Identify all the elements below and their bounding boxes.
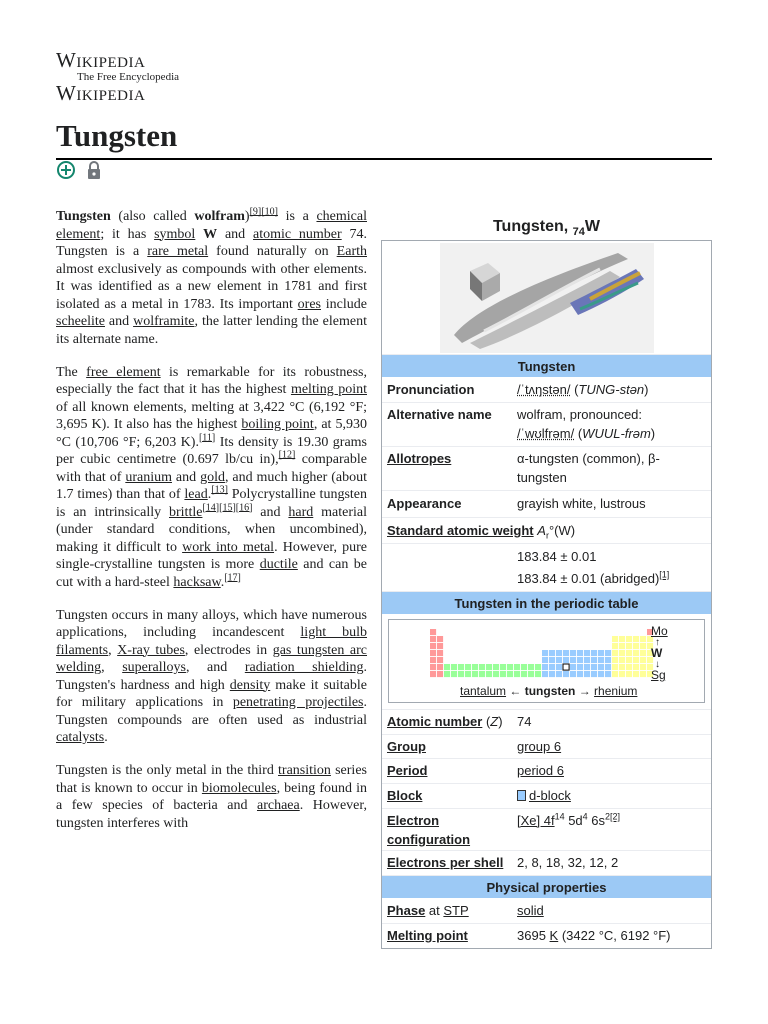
pt-cell-f — [458, 671, 464, 677]
pt-cell-p — [633, 636, 639, 642]
alt-name-bold: wolfram — [194, 209, 245, 224]
link-lead[interactable]: lead — [184, 487, 208, 502]
pt-cell-f — [535, 671, 541, 677]
label-appearance: Appearance — [387, 496, 462, 511]
ref-link[interactable]: [12] — [278, 449, 296, 461]
link-tantalum[interactable]: tantalum — [460, 684, 507, 698]
pt-cell-d — [563, 650, 569, 656]
label-standard-atomic-weight[interactable]: Standard atomic weight $A_r^\circ(W)$ — [387, 523, 576, 541]
link-gas-tungsten-arc-welding[interactable]: gas tungsten arc welding — [56, 642, 368, 675]
pt-cell-f — [465, 671, 471, 677]
value-period[interactable]: period 6 — [517, 763, 564, 778]
pt-cell-d — [598, 650, 604, 656]
pt-cell-p — [619, 636, 625, 642]
pt-cell-p — [612, 664, 618, 670]
pt-cell-d — [591, 650, 597, 656]
link-catalysts[interactable]: catalysts — [56, 730, 105, 745]
row-alternative-name — [382, 403, 711, 447]
value-electrons-per-shell: 2, 8, 18, 32, 12, 2 — [517, 855, 619, 870]
article-body — [56, 208, 367, 848]
pt-cell-p — [619, 664, 625, 670]
pt-cell-tungsten — [563, 664, 569, 670]
row-atomic-number — [382, 710, 711, 735]
pt-cell-p — [633, 664, 639, 670]
pt-cell-p — [626, 643, 632, 649]
label-block[interactable]: Block — [387, 788, 423, 803]
value-atomic-number: 74 — [517, 714, 532, 729]
value-allotropes: α-tungsten (common), β-tungsten — [517, 451, 660, 485]
pt-cell-s — [430, 643, 436, 649]
pt-cell-d — [605, 664, 611, 670]
pt-cell-p — [626, 671, 632, 677]
pt-cell-p — [640, 650, 646, 656]
pt-cell-f — [451, 671, 457, 677]
d-block-swatch — [517, 790, 526, 801]
logo-tagline: The Free Encyclopedia — [77, 71, 180, 83]
link-work-into-metal[interactable]: work into metal — [182, 539, 275, 555]
pt-cell-f — [528, 664, 534, 670]
value-alternative-name: wolfram, pronounced: /ˈwʊlfrəm/ (WUUL-frəm) — [517, 407, 656, 441]
pt-cell-p — [612, 657, 618, 663]
pt-cell-f — [493, 671, 499, 677]
pt-cell-p — [633, 657, 639, 663]
ref-link[interactable]: [9] — [249, 206, 262, 218]
pt-cell-d — [591, 664, 597, 670]
link-light-bulb-filaments[interactable]: light bulb filaments — [56, 625, 368, 658]
respelling-link[interactable]: WUUL-frəm — [582, 426, 651, 441]
pt-cell-p — [633, 671, 639, 677]
infobox — [381, 208, 712, 949]
pt-cell-p — [619, 650, 625, 656]
pt-cell-p — [626, 636, 632, 642]
pt-cell-f — [521, 671, 527, 677]
pt-cell-p — [633, 643, 639, 649]
row-appearance — [382, 491, 711, 518]
pt-cell-d — [549, 657, 555, 663]
row-pronunciation — [382, 378, 711, 403]
ref-link[interactable]: [2] — [610, 811, 621, 822]
pt-cell-d — [556, 657, 562, 663]
pt-cell-d — [584, 650, 590, 656]
add-icon[interactable] — [56, 160, 76, 180]
pt-cell-s — [430, 636, 436, 642]
periodic-table-panel — [382, 615, 711, 710]
link-brittle[interactable]: brittle — [169, 504, 203, 520]
value-melting-point: 3695 K (3422 °C, 6192 °F) — [517, 928, 671, 943]
pt-cell-d — [556, 664, 562, 670]
ref-link[interactable]: [11] — [198, 431, 216, 443]
pt-cell-d — [570, 650, 576, 656]
pt-cell-d — [542, 664, 548, 670]
pt-cell-d — [605, 671, 611, 677]
pt-cell-f — [521, 664, 527, 670]
ref-link[interactable]: [1] — [659, 569, 670, 580]
ref-link[interactable]: [17] — [224, 571, 241, 583]
pt-cell-d — [591, 671, 597, 677]
lock-icon[interactable] — [84, 160, 104, 180]
value-phase[interactable]: solid — [517, 903, 544, 918]
pt-cell-d — [549, 664, 555, 670]
label-atomic-number[interactable]: Atomic number (Z) — [387, 714, 503, 729]
row-atomic-weight-values — [382, 544, 711, 592]
pt-cell-s — [437, 657, 443, 663]
pt-cell-s — [437, 664, 443, 670]
pt-cell-f — [444, 664, 450, 670]
current-symbol: W — [651, 646, 663, 660]
ipa-link[interactable]: /ˈwʊlfrəm/ — [517, 426, 575, 441]
pt-cell-d — [605, 650, 611, 656]
value-pronunciation: /ˈtʌŋstən/ (TUNG-stən) — [517, 382, 649, 397]
paragraph-applications: Tungsten occurs in many alloys, which have numerous applications, including incandescent light bulb filaments, X-ray tubes, electrodes in gas tungsten arc welding, superalloys, and radiation shielding. Tungsten's hardness and high density make it suitable for military applications in penetrating projectiles. Tungsten compounds are often used as industrial catalysts. — [56, 607, 368, 745]
section-header-periodic-table: Tungsten in the periodic table — [382, 592, 711, 615]
ipa-link[interactable]: /ˈtʌŋstən/ — [517, 382, 571, 397]
pt-cell-f — [507, 671, 513, 677]
pt-cell-d — [598, 671, 604, 677]
link-ores[interactable]: ores — [297, 296, 321, 312]
row-phase — [382, 899, 711, 924]
logo-wordmark-2: Wikipedia — [56, 81, 146, 105]
logo-wordmark: Wikipedia — [56, 48, 146, 72]
pt-cell-p — [626, 664, 632, 670]
link-boiling-point[interactable]: boiling point — [241, 417, 314, 432]
pt-cell-d — [591, 657, 597, 663]
paragraph-intro: Tungsten (also called wolfram)[9][10] is a chemical element; it has symbol W and atomic number 74. Tungsten is a rare metal found naturally on Earth almost exclusively as compounds with other elements. It was identified as a new element in 1781 and first isolated as a metal in 1783. Its important ores include scheelite and wolframite, the latter lending the element its alternate name. — [56, 206, 368, 347]
label-allotropes[interactable]: Allotropes — [387, 451, 452, 466]
pt-cell-d — [570, 657, 576, 663]
link-archaea[interactable]: archaea — [256, 798, 300, 813]
link-radiation-shielding[interactable]: radiation shielding — [244, 660, 364, 675]
link-molybdenum[interactable]: Mo — [651, 624, 668, 638]
ref-link[interactable]: [15] — [219, 501, 236, 513]
pt-cell-p — [640, 671, 646, 677]
row-standard-atomic-weight — [382, 518, 711, 544]
pt-cell-d — [542, 657, 548, 663]
row-period — [382, 759, 711, 784]
label-melting-point[interactable]: Melting point — [387, 928, 468, 943]
pt-cell-d — [584, 671, 590, 677]
label-phase[interactable]: Phase at STP — [387, 903, 469, 918]
paragraph-properties: The free element is remarkable for its robustness, especially the fact that it has the highest melting point of all known elements, melting at 3,422 °C (6,192 °F; 3,695 K). It also has the highest boiling point, at 5,930 °C (10,706 °F; 6,203 K).[11] Its density is 19.30 grams per cubic centimetre (0.697 lb/cu in),[12] comparable with that of uranium and gold, and much higher (about 1.7 times) than that of lead.[13] Polycrystalline tungsten is an intrinsically brittle[14][15][16] and hard material (under standard conditions, when uncombined), making it difficult to work into metal. However, pure single-crystalline tungsten is more ductile and can be cut with a hard-steel hacksaw.[17] — [56, 364, 368, 590]
value-group[interactable]: group 6 — [517, 739, 562, 754]
pt-cell-f — [528, 671, 534, 677]
pt-cell-p — [640, 664, 646, 670]
link-gold[interactable]: gold — [200, 469, 225, 485]
ref-link[interactable]: [10] — [261, 206, 278, 218]
value-atomic-weight: 183.84 ± 0.01 183.84 ± 0.01 (abridged)[1] — [517, 549, 670, 586]
pt-cell-f — [514, 671, 520, 677]
pt-cell-d — [577, 664, 583, 670]
pt-cell-d — [577, 671, 583, 677]
pt-cell-p — [640, 636, 646, 642]
pt-cell-d — [598, 657, 604, 663]
label-period[interactable]: Period — [387, 763, 428, 778]
link-transition[interactable]: transition — [278, 763, 331, 778]
pt-cell-f — [465, 664, 471, 670]
row-group — [382, 735, 711, 759]
pt-cell-p — [626, 650, 632, 656]
link-biomolecules[interactable]: biomolecules — [201, 780, 277, 796]
value-electron-configuration: [Xe] $4f^{14}$ $5d^4$ $6s^{2[2]}$ — [517, 811, 621, 828]
section-header-physical-properties: Physical properties — [382, 876, 711, 899]
link-free-element[interactable]: free element — [86, 364, 161, 380]
pt-cell-p — [633, 650, 639, 656]
title-divider — [56, 158, 712, 160]
pt-cell-d — [549, 671, 555, 677]
link-melting-point[interactable]: melting point — [290, 382, 367, 397]
pt-cell-f — [486, 664, 492, 670]
pt-cell-d — [577, 650, 583, 656]
link-earth[interactable]: Earth — [336, 244, 367, 259]
pt-cell-s — [430, 650, 436, 656]
row-electron-configuration — [382, 809, 711, 851]
value-appearance: grayish white, lustrous — [517, 496, 646, 511]
pt-cell-d — [570, 671, 576, 677]
pt-cell-f — [458, 664, 464, 670]
pt-cell-d — [556, 671, 562, 677]
term-bold: Tungsten — [56, 209, 111, 224]
pt-cell-f — [451, 664, 457, 670]
pt-cell-d — [584, 657, 590, 663]
periodic-table-caption: tantalum ← tungsten → rhenium — [460, 684, 638, 698]
pt-cell-d — [570, 664, 576, 670]
pt-cell-f — [444, 671, 450, 677]
row-allotropes — [382, 447, 711, 491]
link-seaborgium[interactable]: Sg — [651, 668, 666, 682]
pt-cell-f — [479, 664, 485, 670]
page-title: Tungsten — [56, 118, 178, 153]
pt-cell-d — [605, 657, 611, 663]
pt-cell-p — [612, 671, 618, 677]
link-chemical-element[interactable]: chemical element — [56, 209, 367, 242]
link-uranium[interactable]: uranium — [125, 469, 172, 485]
pt-cell-p — [612, 636, 618, 642]
link-hacksaw[interactable]: hacksaw — [173, 574, 221, 590]
pt-cell-f — [535, 664, 541, 670]
ref-link[interactable]: [13] — [211, 484, 228, 496]
respelling-link[interactable]: TUNG-stən — [578, 382, 645, 397]
value-block[interactable]: d-block — [512, 784, 711, 808]
pt-cell-s — [430, 657, 436, 663]
pt-cell-d — [549, 650, 555, 656]
paragraph-biology: Tungsten is the only metal in the third transition series that is known to occur in biomolecules, being found in a few species of bacteria and archaea. However, tungsten interferes with — [56, 763, 368, 831]
ref-link[interactable]: [14] — [202, 501, 220, 513]
pt-cell-f — [500, 671, 506, 677]
periodic-table-neighbors: Mo ↑ W ↓ Sg — [651, 624, 668, 682]
pt-cell-f — [472, 664, 478, 670]
label-electron-configuration[interactable]: Electron configuration — [387, 813, 471, 847]
pt-cell-d — [542, 671, 548, 677]
label-electrons-per-shell[interactable]: Electrons per shell — [387, 855, 504, 870]
pt-cell-s — [437, 643, 443, 649]
link-ductile[interactable]: ductile — [259, 557, 298, 572]
pt-cell-d — [563, 671, 569, 677]
link-atomic-number[interactable]: atomic number — [253, 226, 342, 242]
pt-cell-d — [556, 650, 562, 656]
link-x-ray-tubes[interactable]: X-ray tubes — [117, 642, 185, 658]
row-electrons-per-shell — [382, 851, 711, 876]
pt-cell-f — [493, 664, 499, 670]
pt-cell-p — [640, 643, 646, 649]
page-icons — [56, 160, 104, 180]
link-rhenium[interactable]: rhenium — [594, 684, 638, 698]
pt-cell-s — [437, 636, 443, 642]
label-group[interactable]: Group — [387, 739, 426, 754]
pt-cell-d — [563, 657, 569, 663]
section-header-tungsten: Tungsten — [382, 355, 711, 378]
element-photo[interactable] — [382, 241, 711, 355]
pt-cell-p — [640, 657, 646, 663]
link-symbol[interactable]: symbol — [154, 226, 196, 242]
ref-link[interactable]: [16] — [235, 501, 253, 513]
link-superalloys[interactable]: superalloys — [122, 660, 186, 675]
infobox-caption: Tungsten, $_{74}$W — [492, 218, 601, 239]
pt-cell-f — [479, 671, 485, 677]
pt-cell-h — [430, 629, 436, 635]
row-melting-point — [382, 924, 711, 949]
link-rare-metal[interactable]: rare metal — [147, 244, 209, 259]
pt-cell-p — [619, 643, 625, 649]
link-wolframite[interactable]: wolframite — [133, 314, 195, 329]
label-pronunciation: Pronunciation — [387, 382, 475, 397]
pt-cell-p — [626, 657, 632, 663]
row-block — [382, 784, 711, 809]
pt-cell-f — [486, 671, 492, 677]
pt-cell-f — [500, 664, 506, 670]
pt-cell-f — [514, 664, 520, 670]
label-alternative-name: Alternative name — [387, 407, 492, 422]
pt-cell-f — [472, 671, 478, 677]
link-scheelite[interactable]: scheelite — [56, 314, 105, 329]
periodic-table-map[interactable] — [427, 626, 677, 688]
pt-cell-s — [430, 671, 436, 677]
pt-cell-d — [577, 657, 583, 663]
pt-cell-s — [437, 650, 443, 656]
pt-cell-p — [619, 657, 625, 663]
link-penetrating-projectiles[interactable]: penetrating projectiles — [232, 695, 364, 710]
pt-cell-d — [542, 650, 548, 656]
pt-cell-s — [437, 671, 443, 677]
pt-cell-s — [430, 664, 436, 670]
pt-cell-p — [612, 650, 618, 656]
pt-cell-f — [507, 664, 513, 670]
pt-cell-p — [619, 671, 625, 677]
pt-cell-p — [612, 643, 618, 649]
pt-cell-d — [584, 664, 590, 670]
link-hard[interactable]: hard — [288, 504, 314, 520]
pt-cell-d — [598, 664, 604, 670]
wikipedia-logo[interactable] — [56, 50, 256, 104]
link-density[interactable]: density — [229, 677, 271, 693]
